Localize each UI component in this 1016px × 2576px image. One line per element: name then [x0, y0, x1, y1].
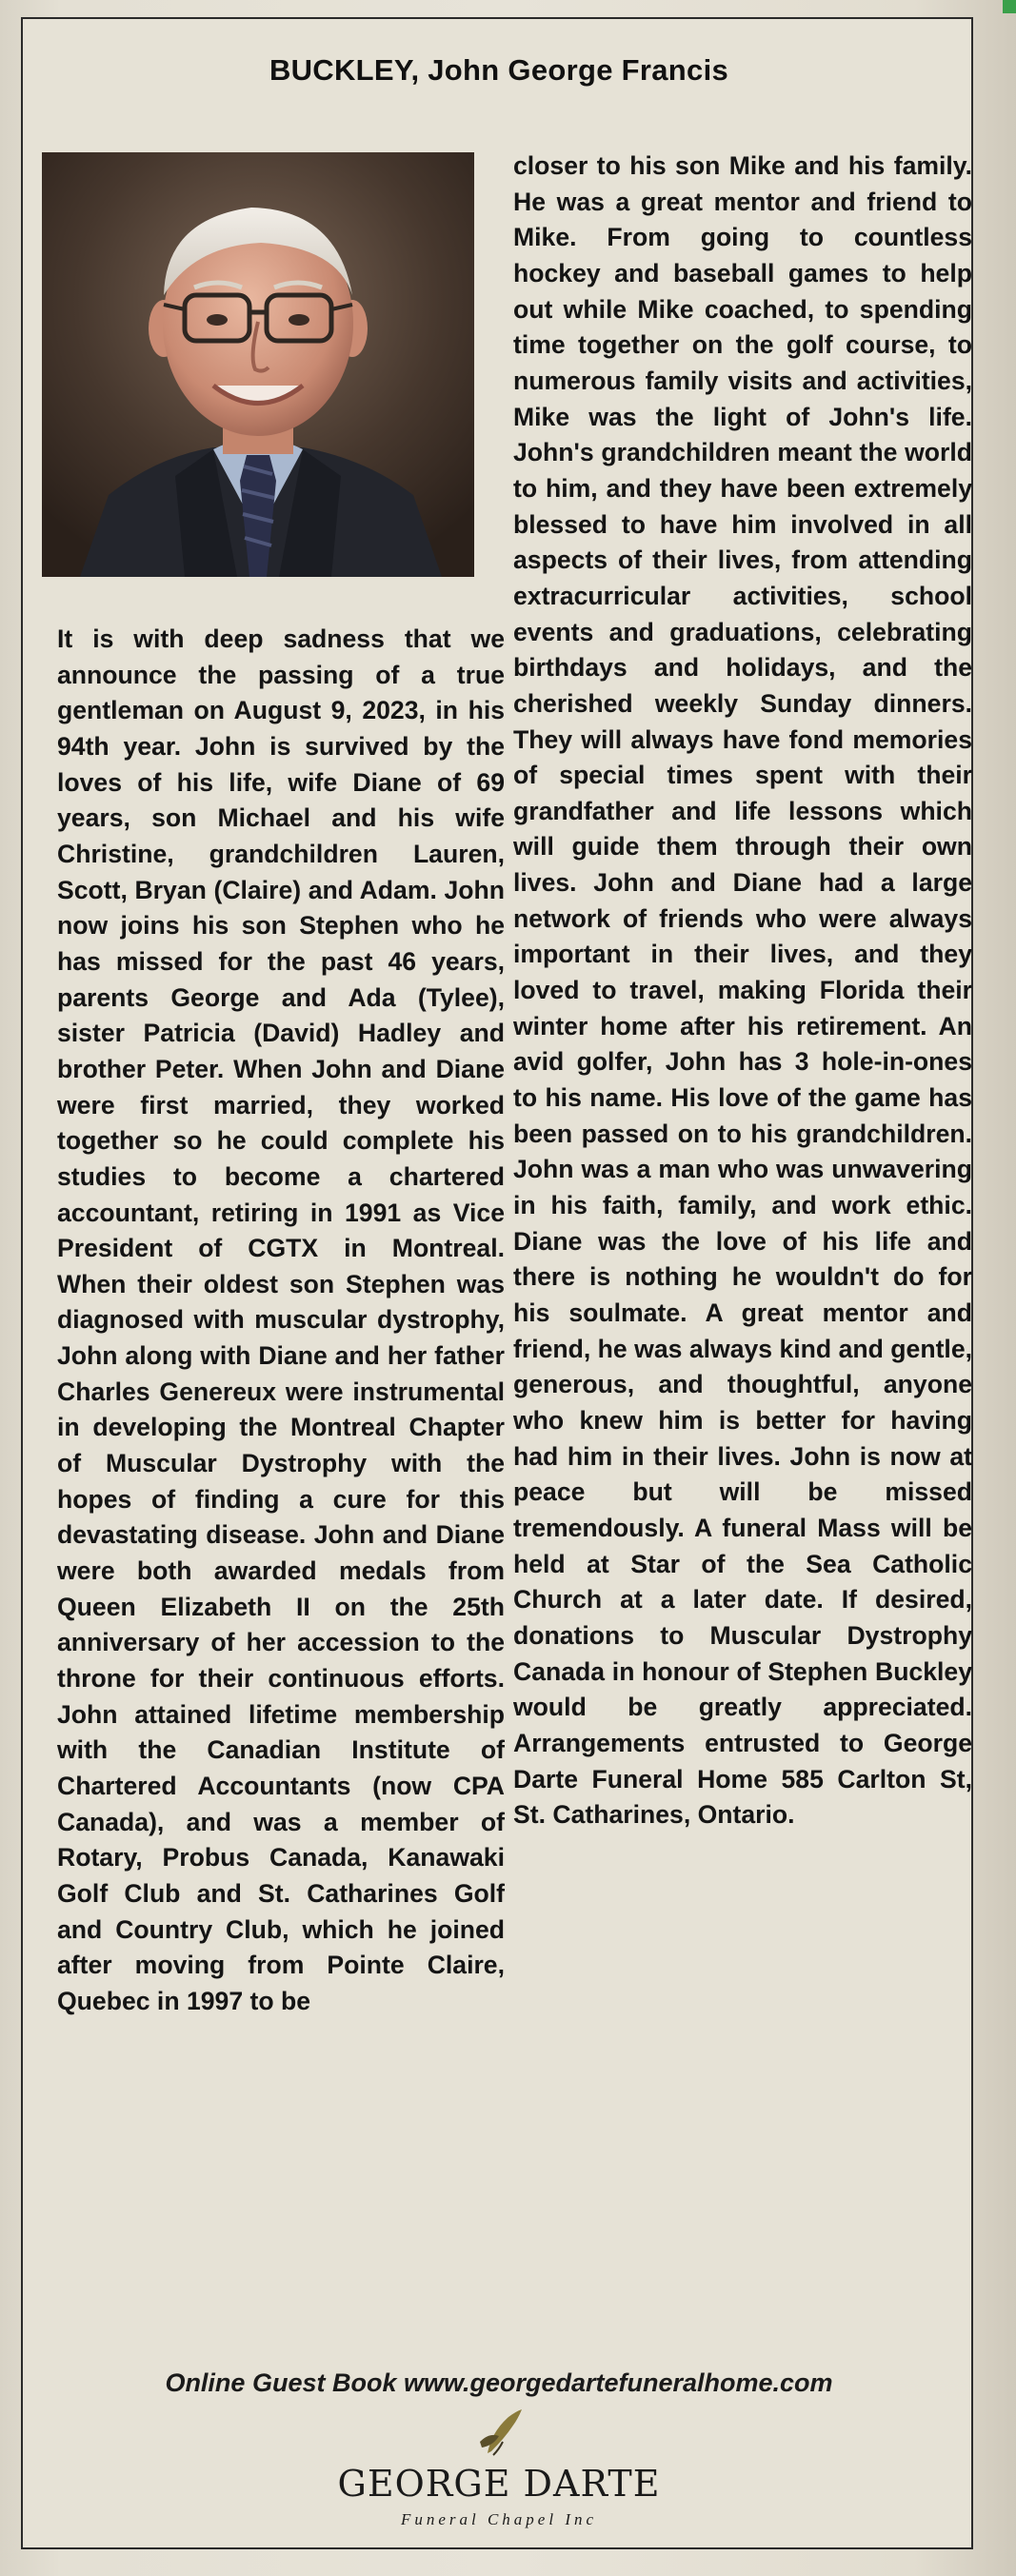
funeral-home-logo [309, 2404, 689, 2546]
portrait-photo [42, 152, 474, 577]
funeral-home-name: GEORGE DARTE [337, 2463, 661, 2505]
obituary-text-left-column: It is with deep sadness that we announce the passing of a true gentleman on August 9, 2023, in his 94th year. John is survived by the loves of his life, wife Diane of 69 years, son Michael and his wife Christine, grandchildren Lauren, Scott, Bryan (Claire) and Adam. John now joins his son Stephen who he has missed for the past 46 years, parents George and Ada (Tylee), sister Patricia (David) Hadley and brother Peter. When John and Diane were first married, they worked together so he could complete his studies to become a chartered accountant, retiring in 1991 as Vice President of CGTX in Montreal. When their oldest son Stephen was diagnosed with muscular dystrophy, John along with Diane and her father Charles Genereux were instrumental in developing the Montreal Chapter of Muscular Dystrophy with the hopes of finding a cure for this devastating disease. John and Diane were both awarded medals from Queen Elizabeth II on the 25th anniversary of her accession to the throne for their continuous efforts. John attained lifetime membership with the Canadian Institute of Chartered Accountants (now CPA Canada), and was a member of Rotary, Probus Canada, Kanawaki Golf Club and St. Catharines Golf and Country Club, which he joined after moving from Pointe Claire, Quebec in 1997 to be [57, 624, 505, 2015]
portrait-illustration [42, 152, 474, 577]
edge-color-stripe [1003, 0, 1016, 13]
obituary-box [21, 17, 973, 2549]
obituary-text-right-column: closer to his son Mike and his family. He was a great mentor and friend to Mike. From going to countless hockey and baseball games to help out while Mike coached, to spending time together on the golf course, to numerous family visits and activities, Mike was the light of John's life. John's grandchildren meant the world to him, and they have been extremely blessed to have him involved in all aspects of their lives, from attending extracurricular activities, school events and graduations, celebrating birthdays and holidays, and the cherished weekly Sunday dinners. They will always have fond memories of special times spent with their grandfather and life lessons which will guide them through their own lives. John and Diane had a large network of friends who were always important in their lives, and they loved to travel, making Florida their winter home after his retirement. An avid golfer, John has 3 hole-in-ones to his name. His love of the game has been passed on to his grandchildren. John was a man who was unwavering in his faith, family, and work ethic. Diane was the love of his life and there is nothing he wouldn't do for his soulmate. A great mentor and friend, he was always kind and gentle, generous, and thoughtful, anyone who knew him is better for having had him in their lives. John is now at peace but will be missed tremendously. A funeral Mass will be held at Star of the Sea Catholic Church at a later date. If desired, donations to Muscular Dystrophy Canada in honour of Stephen Buckley would be greatly appreciated. Arrangements entrusted to George Darte Funeral Home 585 Carlton St, St. Catharines, Ontario. [513, 151, 972, 1830]
funeral-home-subtitle: Funeral Chapel Inc [400, 2510, 598, 2528]
obituary-name: BUCKLEY, John George Francis [269, 53, 729, 87]
dove-leaf-icon [470, 2404, 528, 2461]
online-guest-book-line: Online Guest Book www.georgedartefuneralhome.com [165, 2368, 833, 2397]
